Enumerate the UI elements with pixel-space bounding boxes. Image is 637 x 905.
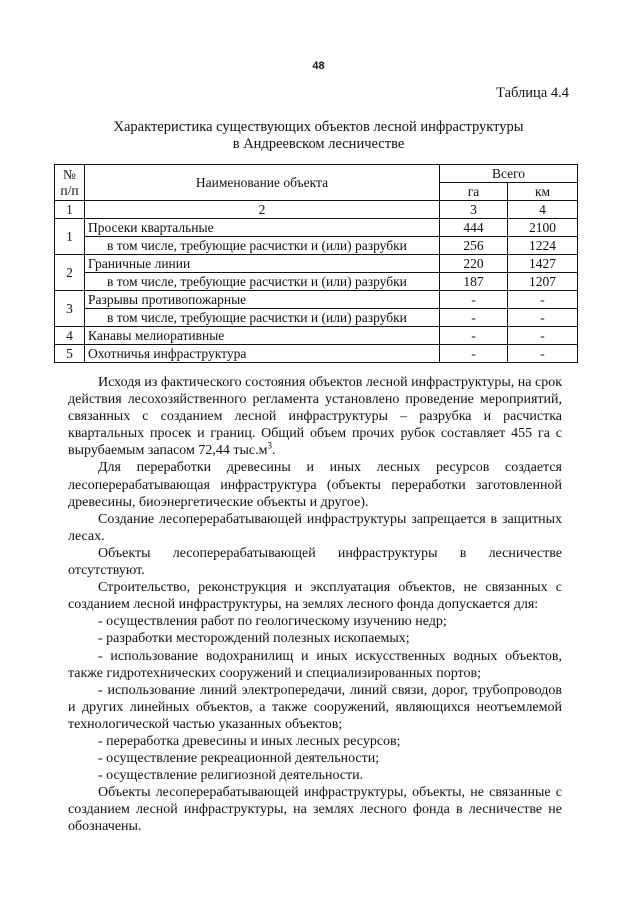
row-number: 5: [55, 345, 85, 363]
value-km: -: [508, 291, 578, 309]
paragraph: [68, 579, 562, 613]
paragraph-text: - осуществление рекреационной деятельности;: [98, 751, 380, 767]
object-name: Разрывы противопожарные: [85, 291, 440, 309]
superscript: 3: [267, 440, 272, 451]
object-name: в том числе, требующие расчистки и (или) разрубки: [85, 309, 440, 327]
value-km: -: [508, 309, 578, 327]
table-label: Таблица 4.4: [496, 85, 569, 101]
paragraph-text: - осуществления работ по геологическому изучению недр;: [98, 614, 447, 630]
object-name: Граничные линии: [85, 255, 440, 273]
paragraph: [68, 613, 562, 630]
paragraph-text: - переработка древесины и иных лесных ресурсов;: [98, 733, 401, 749]
row-number: 3: [55, 291, 85, 327]
table-row: [55, 255, 578, 273]
paragraph-text: - использование линий электропередачи, линий связи, дорог, трубопроводов и других линейных объектов, а также сооружений, являющихся неотъемлемой технологической частью указанных объектов;: [68, 682, 562, 732]
paragraph: [68, 784, 562, 835]
infrastructure-table: [54, 164, 578, 363]
header-name: Наименование объекта: [85, 165, 440, 201]
row-number: 4: [55, 327, 85, 345]
paragraph-text: Для переработки древесины и иных лесных ресурсов создается лесоперерабатывающая инфраструктура (объекты переработки заготовленной древесины, биоэнергетические объекты и другое).: [68, 460, 562, 510]
paragraph-tail: .: [272, 443, 276, 459]
value-ha: -: [440, 291, 508, 309]
index-row: 1 2 3 4: [55, 201, 578, 219]
table-row: [55, 291, 578, 309]
row-number: 2: [55, 255, 85, 291]
object-name: в том числе, требующие расчистки и (или) разрубки: [85, 237, 440, 255]
paragraph-text: - осуществление религиозной деятельности.: [98, 768, 364, 784]
paragraph-text: Создание лесоперерабатывающей инфраструктуры запрещается в защитных лесах.: [68, 511, 562, 544]
paragraph: [68, 750, 562, 767]
table-title-line1: Характеристика существующих объектов лесной инфраструктуры: [113, 119, 524, 135]
header-unit-ha: га: [440, 183, 508, 201]
table-row: [55, 327, 578, 345]
paragraph: [68, 767, 562, 784]
value-ha: 444: [440, 219, 508, 237]
table-row: [55, 237, 578, 255]
table-title-line2: в Андреевском лесничестве: [232, 136, 405, 152]
value-ha: 220: [440, 255, 508, 273]
object-name: Просеки квартальные: [85, 219, 440, 237]
table-row: [55, 219, 578, 237]
table-title: [0, 119, 637, 153]
paragraph: [68, 630, 562, 647]
paragraph-text: - разработки месторождений полезных ископаемых;: [98, 631, 410, 647]
value-km: 1224: [508, 237, 578, 255]
table-body: [55, 201, 578, 363]
value-ha: -: [440, 345, 508, 363]
value-km: 1207: [508, 273, 578, 291]
body-text: [68, 374, 562, 836]
paragraph: [68, 511, 562, 545]
paragraph-text: Исходя из фактического состояния объектов лесной инфраструктуры, на срок действия лесохозяйственного регламента установлено проведение мероприятий, связанных с созданием лесной инфраструктуры – разрубка и расчистка квартальных просек и границ. Общий объем прочих рубок составляет 455 га с вырубаемым запасом 72,44 тыс.м: [68, 375, 562, 459]
paragraph: [68, 682, 562, 733]
row-number: 1: [55, 219, 85, 255]
value-ha: -: [440, 309, 508, 327]
paragraph: [68, 459, 562, 510]
page-number: 48: [312, 60, 325, 72]
value-ha: 256: [440, 237, 508, 255]
paragraph-text: Строительство, реконструкция и эксплуатация объектов, не связанных с созданием лесной инфраструктуры, на землях лесного фонда допускается для:: [68, 580, 562, 613]
paragraph: [68, 374, 562, 459]
header-num: № п/п: [55, 165, 85, 201]
paragraph-text: Объекты лесоперерабатывающей инфраструктуры, объекты, не связанные с созданием лесной инфраструктуры, на землях лесного фонда в лесничестве не обозначены.: [68, 785, 562, 835]
object-name: Канавы мелиоративные: [85, 327, 440, 345]
paragraph: [68, 733, 562, 750]
table-row: [55, 345, 578, 363]
paragraph-text: Объекты лесоперерабатывающей инфраструктуры в лесничестве отсутствуют.: [68, 545, 562, 579]
value-km: -: [508, 345, 578, 363]
value-km: -: [508, 327, 578, 345]
paragraph: [68, 545, 562, 579]
value-ha: 187: [440, 273, 508, 291]
table-row: [55, 273, 578, 291]
header-unit-km: км: [508, 183, 578, 201]
value-ha: -: [440, 327, 508, 345]
value-km: 2100: [508, 219, 578, 237]
paragraph: [68, 648, 562, 682]
object-name: в том числе, требующие расчистки и (или) разрубки: [85, 273, 440, 291]
paragraph-text: - использование водохранилищ и иных искусственных водных объектов, также гидротехнических сооружений и специализированных портов;: [68, 648, 562, 681]
object-name: Охотничья инфраструктура: [85, 345, 440, 363]
value-km: 1427: [508, 255, 578, 273]
table-row: [55, 309, 578, 327]
header-total: Всего: [440, 165, 578, 183]
